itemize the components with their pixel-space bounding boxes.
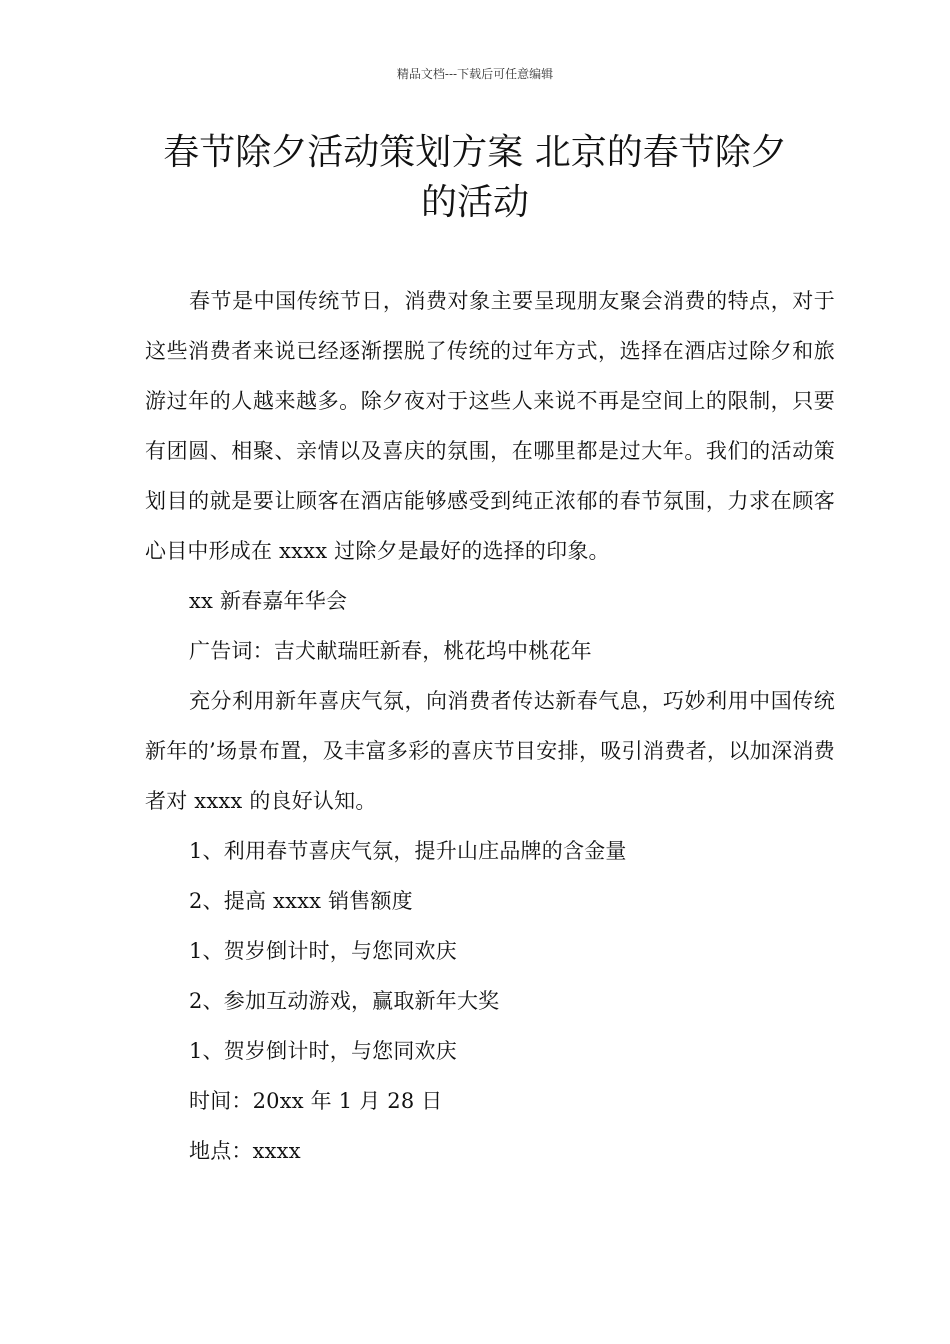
list-item-activity-detail-1: 1、贺岁倒计时，与您同欢庆 (189, 1039, 457, 1063)
document-body (145, 276, 835, 1176)
paragraph-slogan: 广告词：吉犬献瑞旺新春，桃花坞中桃花年 (189, 639, 592, 663)
paragraph-event-name: xx 新春嘉年华会 (189, 589, 348, 613)
document-title: 春节除夕活动策划方案 北京的春节除夕的活动 (163, 132, 787, 223)
list-item-activity-1: 1、贺岁倒计时，与您同欢庆 (189, 939, 457, 963)
list-item-goal-1: 1、利用春节喜庆气氛，提升山庄品牌的含金量 (189, 839, 627, 863)
paragraph-strategy: 充分利用新年喜庆气氛，向消费者传达新春气息，巧妙利用中国传统新年的’场景布置，及丰富多彩的喜庆节目安排，吸引消费者，以加深消费者对 xxxx 的良好认知。 (145, 689, 835, 813)
event-location: 地点：xxxx (189, 1139, 301, 1163)
list-item-goal-2: 2、提高 xxxx 销售额度 (189, 889, 413, 913)
event-time: 时间：20xx 年 1 月 28 日 (189, 1089, 443, 1113)
paragraph-intro: 春节是中国传统节日，消费对象主要呈现朋友聚会消费的特点，对于这些消费者来说已经逐渐摆脱了传统的过年方式，选择在酒店过除夕和旅游过年的人越来越多。除夕夜对于这些人来说不再是空间上的限制，只要有团圆、相聚、亲情以及喜庆的氛围，在哪里都是过大年。我们的活动策划目的就是要让顾客在酒店能够感受到纯正浓郁的春节氛围，力求在顾客心目中形成在 xxxx 过除夕是最好的选择的印象。 (145, 289, 835, 563)
page-header-note: 精品文档---下载后可任意编辑 (396, 67, 554, 81)
list-item-activity-2: 2、参加互动游戏，赢取新年大奖 (189, 989, 500, 1013)
